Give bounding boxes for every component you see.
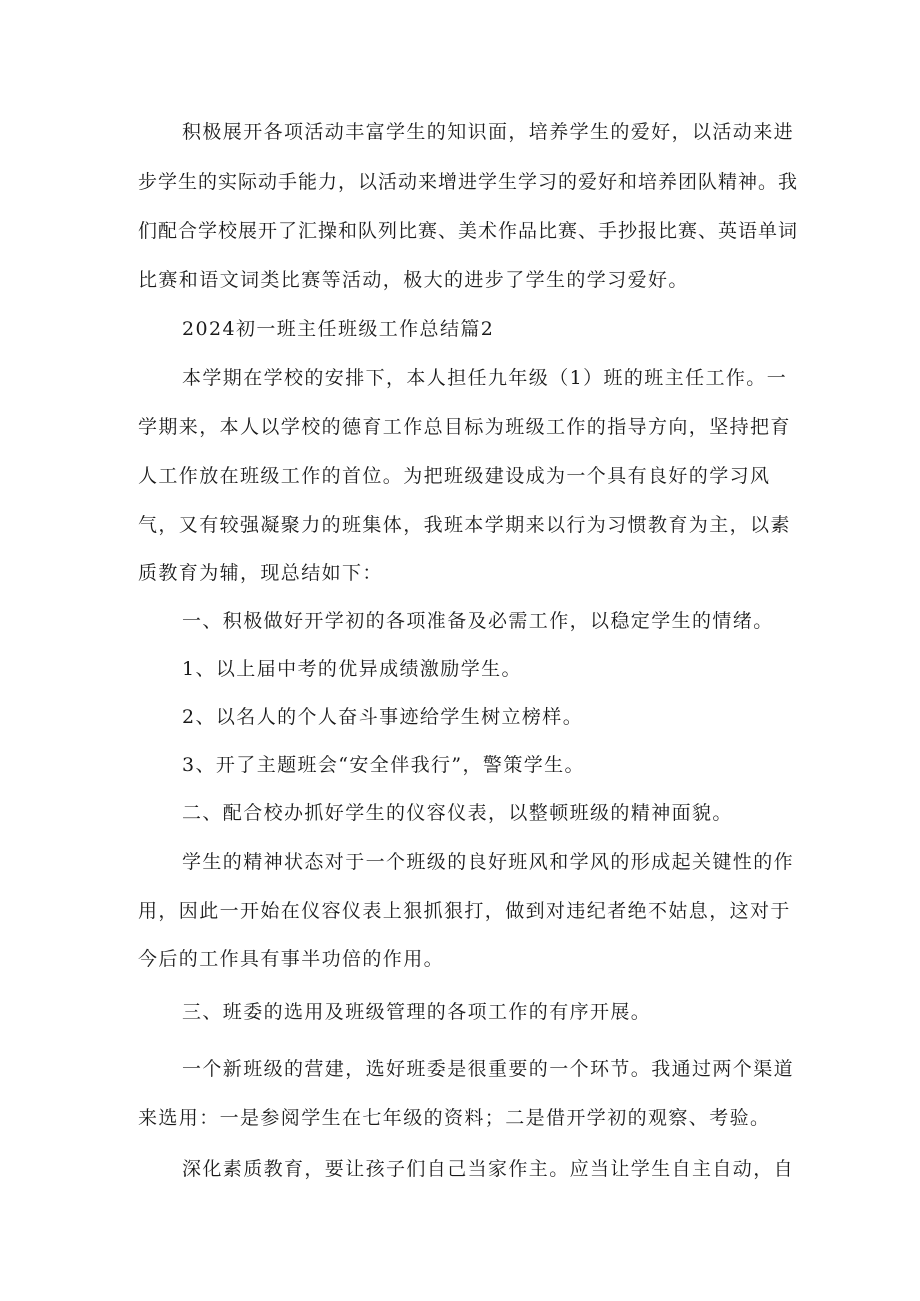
list-item: 2、以名人的个人奋斗事迹给学生树立榜样。 [182, 706, 584, 728]
list-item: 1、以上届中考的优异成绩激励学生。 [182, 658, 522, 680]
point-heading: 三、班委的选用及班级管理的各项工作的有序开展。 [182, 1001, 652, 1023]
paragraph-line: 用，因此一开始在仪容仪表上狠抓狠打，做到对违纪者绝不姑息，这对于 [138, 900, 791, 922]
paragraph-line: 本学期在学校的安排下，本人担任九年级（1）班的班主任工作。一 [182, 367, 788, 389]
paragraph-line: 人工作放在班级工作的首位。为把班级建设成为一个具有良好的学习风 [138, 465, 771, 487]
paragraph-line: 学期来，本人以学校的德育工作总目标为班级工作的指导方向，坚持把育 [138, 416, 791, 438]
paragraph-line: 质教育为辅，现总结如下： [138, 562, 383, 584]
paragraph-line: 气，又有较强凝聚力的班集体，我班本学期来以行为习惯教育为主，以素 [138, 514, 791, 536]
list-item: 3、开了主题班会“安全伴我行”，警策学生。 [182, 754, 585, 776]
paragraph-line: 一个新班级的营建，选好班委是很重要的一个环节。我通过两个渠道 [182, 1058, 795, 1080]
point-heading: 一、积极做好开学初的各项准备及必需工作，以稳定学生的情绪。 [182, 610, 774, 632]
paragraph-line: 学生的精神状态对于一个班级的良好班风和学风的形成起关键性的作 [182, 851, 795, 873]
paragraph-line: 们配合学校展开了汇操和队列比赛、美术作品比赛、手抄报比赛、英语单词 [138, 220, 799, 242]
section-heading: 2024初一班主任班级工作总结篇2 [182, 318, 495, 340]
paragraph-line: 比赛和语文词类比赛等活动，极大的进步了学生的学习爱好。 [138, 269, 689, 291]
paragraph-line: 今后的工作具有事半功倍的作用。 [138, 948, 445, 970]
paragraph-line: 步学生的实际动手能力，以活动来增进学生学习的爱好和培养团队精神。我 [138, 171, 799, 193]
paragraph-line: 积极展开各项活动丰富学生的知识面，培养学生的爱好，以活动来进 [182, 121, 795, 143]
paragraph-line: 深化素质教育，要让孩子们自己当家作主。应当让学生自主自动，自 [182, 1158, 795, 1180]
point-heading: 二、配合校办抓好学生的仪容仪表，以整顿班级的精神面貌。 [182, 802, 733, 824]
paragraph-line: 来选用：一是参阅学生在七年级的资料；二是借开学初的观察、考验。 [138, 1107, 771, 1129]
